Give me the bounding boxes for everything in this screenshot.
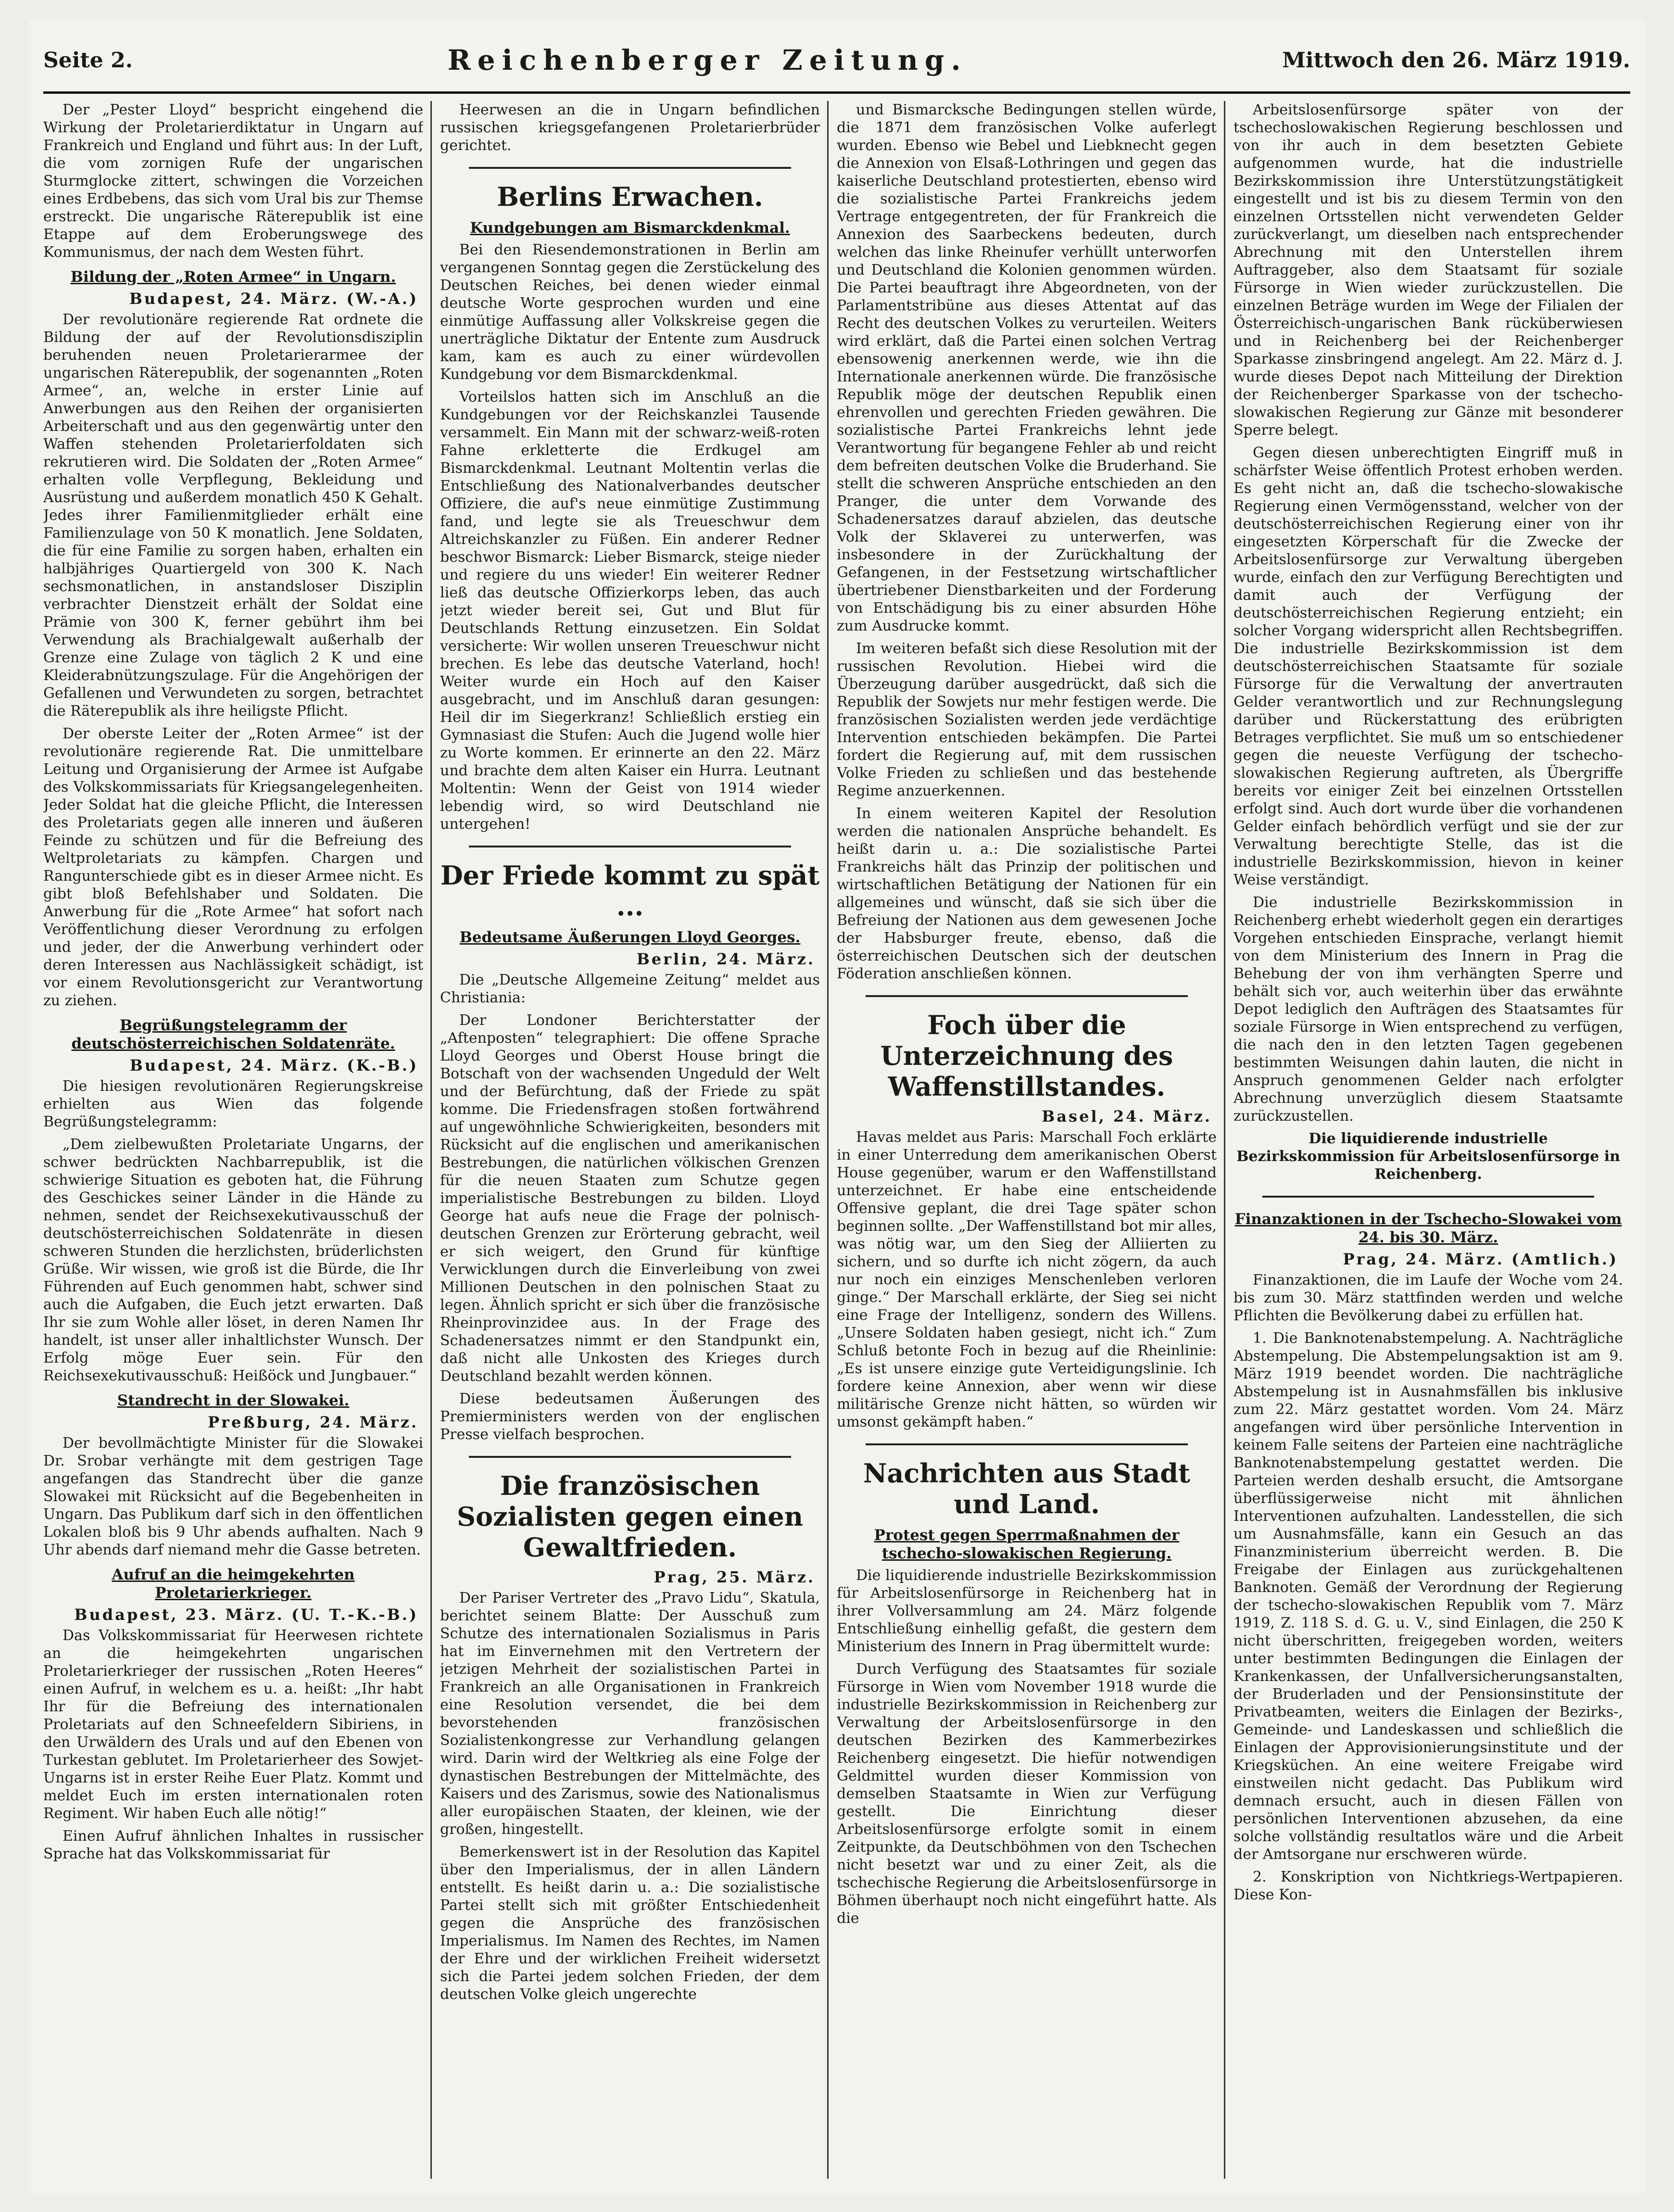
dateline: Budapest, 24. März. (K.-B.): [129, 1056, 418, 1074]
article-paragraph: Der „Pester Lloyd“ bespricht eingehend die Wirkung der Proletarierdiktatur in Ungarn auf Frankreich und England und führt aus: In der Luft, die vom zornigen Rufe der ungarischen Sturmglocke zittert, schwingen die Vorzeichen eines Erdbebens, das sich vom Ural bis zur Themse erstreckt. Die ungarische Räterepublik ist eine Etappe auf dem Eroberungswege des Kommunismus, der nach dem Westen führt.: [43, 101, 423, 261]
article-headline: Die französischen Sozialisten gegen einen Gewaltfrieden.: [456, 1470, 803, 1563]
article-paragraph: Diese bedeutsamen Äußerungen des Premierministers werden von der englischen Presse vielfach besprochen.: [440, 1390, 820, 1443]
masthead: [43, 29, 1630, 94]
article-paragraph: Der oberste Leiter der „Roten Armee“ ist der revolutionäre regierende Rat. Die unmittelbare Leitung und Organisierung der Armee ist Aufgabe des Volkskommissariats für Kriegsangelegenheiten. Jeder Soldat hat die gleiche Pflicht, die Interessen des Proletariats gegen alle inneren und äußeren Feinde zu schützen und für die Befreiung des Weltproletariats zu kämpfen. Chargen und Rangunterschiede gibt es in dieser Armee nicht. Es gibt bloß Befehlshaber und Soldaten. Die Anwerbung für die „Rote Armee“ hat sofort nach Veröffentlichung dieser Verordnung zu erfolgen und jeder, der die Anwerbung verhindert oder deren Interessen aus Nachlässigkeit schädigt, ist vor einem Revolutionsgericht zur Verantwortung zu ziehen.: [43, 725, 423, 1009]
page-number: Seite 2.: [43, 48, 133, 73]
article-headline: Foch über die Unterzeichnung des Waffenstillstandes.: [880, 1010, 1173, 1102]
article-subheadline: Bedeutsame Äußerungen Lloyd Georges.: [459, 929, 801, 946]
section-divider: [866, 995, 1188, 997]
article-paragraph: 1. Die Banknotenabstempelung. A. Nachträgliche Abstempelung. Die Abstempelungsaktion ist am 9. März 1919 beendet worden. Die nachträgliche Abstempelung ist in Ausnahmsfällen bis inklusive zum 22. März gestattet worden. Vom 24. März angefangen wird über persönliche Intervention in keinem Falle seitens der Parteien eine nachträgliche Banknotenabstempelung gestattet werden. Die Parteien werden deshalb ersucht, die Amtsorgane überflüssigerweise nicht mit ähnlichen Interventionen aufzuhalten. Landesstellen, die sich um Ausnahmsfälle, kann ein Gesuch an das Finanzministerium überreicht werden. B. Die Freigabe der Einlagen aus zurückgehaltenen Banknoten. Gemäß der Verordnung der Regierung der tschecho-slowakischen Republik vom 7. März 1919, Z. 118 S. d. G. u. V., sind Einlagen, die 250 K nicht überschritten, freigegeben worden, weiters unter bestimmten Bedingungen die Einlagen der Krankenkassen, der Unfallversicherungsanstalten, der Bruderladen und der Pensionsinstitute der Privatbeamten, weiters die Einlagen der Bezirks-, Gemeinde- und Landeskassen und schließlich die Einlagen der Approvisionierungsinstitute und der Kriegsküchen. An eine weitere Freigabe wird einstweilen nicht gedacht. Das Publikum wird demnach ersucht, auch in diesen Fällen von persönlichen Interventionen abzusehen, da eine solche vollständig resultatlos wäre und die Arbeit der Amtsorgane nur erschweren würde.: [1233, 1330, 1623, 1863]
article-paragraph: „Dem zielbewußten Proletariate Ungarns, der schwer bedrückten Nachbarrepublik, ist die schwierige Situation es geboten hat, die Führung des Geschickes seiner Länder in die Hände zu nehmen, sendet der Reichsexekutivausschuß der deutschösterreichischen Soldatenräte in diesen schweren Stunden die herzlichsten, brüderlichsten Grüße. Wir wissen, wie groß ist die Bürde, die Ihr Führenden auf Euch genommen habt, schwer sind auch die Aufgaben, die Euch jetzt erwarten. Daß Ihr sie zum Wohle aller löset, in deren Namen Ihr handelt, ist unser aller inhaltlichster Wunsch. Der Erfolg möge Euer sein. Für den Reichsexekutivausschuß: Heißöck und Jungbauer.“: [43, 1136, 423, 1384]
article-headline: Berlins Erwachen.: [497, 181, 763, 212]
column-rule: [430, 101, 432, 2179]
article-headline: Aufruf an die heimgekehrten Proletarierkrieger.: [112, 1566, 355, 1602]
dateline: Prag, 24. März. (Amtlich.): [1343, 1250, 1618, 1268]
article-paragraph: Durch Verfügung des Staatsamtes für soziale Fürsorge in Wien vom November 1918 wurde die industrielle Bezirkskommission in Reichenberg zur Verwaltung der Arbeitslosenfürsorge in den deutschen Bezirken des Kammerbezirkes Reichenberg eingesetzt. Die hiefür notwendigen Geldmittel wurden dieser Kommission von demselben Staatsamte in Wien zur Verfügung gestellt. Die Einrichtung dieser Arbeitslosenfürsorge erfolgte somit in einem Zeitpunkte, da Deutschböhmen von den Tschechen nicht besetzt war und zu einer Zeit, als die tschechische Regierung die Arbeitslosenfürsorge in Böhmen überhaupt noch nicht eingeführt hatte. Als die: [837, 1661, 1217, 1927]
article-paragraph: und Bismarcksche Bedingungen stellen würde, die 1871 dem französischen Volke auferlegt wurden. Ebenso wie Bebel und Liebknecht gegen die Annexion von Elsaß-Lothringen und gegen das kaiserliche Deutschland protestierten, ebenso wird die sozialistische Partei Frankreichs jedem Vertrage entgegentreten, der für Frankreich die Annexion des Saarbeckens bedeuten, durch welchen das linke Rheinufer verhüllt unterworfen und Deutschland die Kolonien genommen würden. Die Partei beauftragt ihre Abgeordneten, von der Parlamentstribüne aus dieses Attentat auf das Recht des deutschen Volkes zu verurteilen. Weiters wird erklärt, daß die Partei einen solchen Vertrag ebensowenig anerkennen werde, wie ihn die Internationale anerkennen würde. Die französische Republik möge der deutschen Republik einen ehrenvollen und gerechten Frieden gewähren. Die sozialistische Partei Frankreichs lehnt jede Verantwortung für begangene Fehler ab und reicht dem befreiten deutschen Volke die Bruderhand. Sie stellt die schweren Ansprüche entschieden an den Pranger, die unter dem Vorwande des Schadenersatzes darauf abzielen, das deutsche Volk der Sklaverei zu unterwerfen, was insbesondere in der Zurückhaltung der Gefangenen, in der Festsetzung wirtschaftlicher übertriebener Dienstbarkeiten und der Forderung von Entschädigung bis zu einer absurden Höhe zum Ausdrucke kommt.: [837, 101, 1217, 634]
article-paragraph: Das Volkskommissariat für Heerwesen richtete an die heimgekehrten ungarischen Proletarierkrieger der russischen „Roten Heeres“ einen Aufruf, in welchem es u. a. heißt: „Ihr habt Ihr für die Befreiung des internationalen Proletariats auf den Schneefeldern Sibiriens, in den Urwäldern des Urals und auf den Ebenen von Turkestan geblutet. Im Proletarierheer des Sowjet-Ungarns ist in erster Reihe Euer Platz. Kommt und meldet Euch im ersten internationalen roten Regiment. Wir haben Euch alle nötig!“: [43, 1627, 423, 1822]
article-paragraph: Die „Deutsche Allgemeine Zeitung“ meldet aus Christiania:: [440, 972, 820, 1006]
dateline: Budapest, 24. März. (W.-A.): [129, 290, 418, 308]
article-headline: Standrecht in der Slowakei.: [117, 1392, 350, 1409]
article-headline: Bildung der „Roten Armee“ in Ungarn.: [70, 268, 396, 286]
article-paragraph: Die hiesigen revolutionären Regierungskreise erhielten aus Wien das folgende Begrüßungstelegramm:: [43, 1078, 423, 1130]
article-paragraph: Im weiteren befaßt sich diese Resolution mit der russischen Revolution. Hiebei wird die Überzeugung darüber ausgedrückt, daß sich die Republik der Sowjets nur mehr festigen werde. Die französischen Sozialisten werden jede verdächtige Intervention entschieden bekämpfen. Die Partei fordert die Regierung auf, mit dem russischen Volke Frieden zu schließen und das bestehende Regime anzuerkennen.: [837, 640, 1217, 799]
article-paragraph: Der revolutionäre regierende Rat ordnete die Bildung der auf der Revolutionsdisziplin beruhenden neuen Proletarierarmee der ungarischen Räterepublik, der sogenannten „Roten Armee“, an, welche in erster Linie auf Anwerbungen aus den Reihen der organisierten Arbeiterschaft und aus den gegenwärtig unter den Waffen stehenden Proletarierfoldaten sich rekrutieren wird. Die Soldaten der „Roten Armee“ erhalten volle Verpflegung, Bekleidung und Ausrüstung und außerdem monatlich 450 K Gehalt. Jedes ihrer Familienmitglieder erhält eine Familienzulage von 50 K monatlich. Jene Soldaten, die für eine Familie zu sorgen haben, erhalten ein halbjähriges Quartiergeld von 300 K. Nach sechsmonatlichen, in anstandsloser Disziplin verbrachter Dienstzeit erhält der Soldat eine Prämie von 300 K, ferner gebührt ihm bei Verwendung als Brachialgewalt außerhalb der Grenze eine Zulage von täglich 2 K und eine Kleiderabnützungszulage. Für die Angehörigen der Gefallenen und Verwundeten zu sorgen, betrachtet die Räterepublik als ihre heiligste Pflicht.: [43, 311, 423, 720]
article-paragraph: Finanzaktionen, die im Laufe der Woche vom 24. bis zum 30. März stattfinden werden und welche Pflichten die Bevölkerung dabei zu erfüllen hat.: [1233, 1272, 1623, 1324]
section-divider: [469, 846, 791, 847]
newspaper-title: Reichenberger Zeitung.: [447, 44, 968, 76]
article-headline: Finanzaktionen in der Tschecho-Slowakei vom 24. bis 30. März.: [1234, 1211, 1622, 1246]
dateline: Basel, 24. März.: [1042, 1107, 1212, 1125]
article-headline: Nachrichten aus Stadt und Land.: [863, 1458, 1191, 1519]
article-paragraph: Der Pariser Vertreter des „Pravo Lidu“, Skatula, berichtet seinem Blatte: Der Ausschuß zum Schutze des internationalen Sozialismus in Paris hat im Einvernehmen mit den Vertretern der jetzigen Mehrheit der sozialistischen Partei in Frankreich an alle Organisationen in Frankreich eine Resolution versendet, die bei dem bevorstehenden französischen Sozialistenkongresse zur Verhandlung gelangen wird. Darin wird der Weltkrieg als eine Folge der dynastischen Bestrebungen der Mittelmächte, des Kaisers und des Zarismus, sowie des Nationalismus aller europäischen Staaten, der kleinen, wie der großen, hingestellt.: [440, 1590, 820, 1838]
article-paragraph: Die liquidierende industrielle Bezirkskommission für Arbeitslosenfürsorge in Reichenberg hat in ihrer Vollversammlung am 24. März folgende Entschließung einhellig gefaßt, die gestern dem Ministerium des Innern in Prag übermittelt wurde:: [837, 1567, 1217, 1655]
dateline: Berlin, 24. März.: [636, 950, 815, 968]
article-paragraph: Der bevollmächtigte Minister für die Slowakei Dr. Srobar verhängte mit dem gestrigen Tage angefangen das Standrecht über die ganze Slowakei mit Rücksicht auf die Begebenheiten in Ungarn. Das Publikum darf sich in den öffentlichen Lokalen bloß bis 9 Uhr abends aufhalten. Nach 9 Uhr abends darf niemand mehr die Gasse betreten.: [43, 1435, 423, 1558]
newspaper-page: [29, 19, 1645, 2193]
column-rule: [827, 101, 829, 2179]
column-rule: [1224, 101, 1225, 2179]
signature-block: Die liquidierende industrielle Bezirkskommission für Arbeitslosenfürsorge in Reichenberg.: [1236, 1130, 1620, 1183]
article-paragraph: Vorteilslos hatten sich im Anschluß an die Kundgebungen vor der Reichskanzlei Tausende versammelt. Ein Mann mit der schwarz-weiß-roten Fahne erkletterte die Erdkugel am Bismarckdenkmal. Leutnant Moltentin verlas die Entschließung des Nationalverbandes deutscher Offiziere, die auf's neue einmütige Zustimmung fand, und legte sie als Treueschwur dem Altreichskanzler zu Füßen. Ein anderer Redner beschwor Bismarck: Lieber Bismarck, steige nieder und regiere du uns wieder! Ein weiterer Redner ließ das deutsche Offizierkorps leben, das auch jetzt wieder bereit sei, Gut und Blut für Deutschlands Rettung einzusetzen. Ein Soldat versicherte: Wir wollen unseren Treueschwur nicht brechen. Es lebe das deutsche Vaterland, hoch! Weiter wurde ein Hoch auf den Kaiser ausgebracht, und im Anschluß daran gesungen: Heil dir im Siegerkranz! Schließlich erstieg ein Gymnasiast die Stufen: Auch die Jugend wolle hier zu Worte kommen. Er erinnerte an den 22. März und brachte dem alten Kaiser ein Hurra. Leutnant Moltentin: Wenn der Geist von 1914 wieder lebendig wird, so wird Deutschland nie untergehen!: [440, 389, 820, 833]
article-paragraph: Die industrielle Bezirkskommission in Reichenberg erhebt wiederholt gegen ein derartiges Vorgehen entschieden Einsprache, verlangt hiemit von dem Ministerium des Innern in Prag die Behebung der von ihm verhängten Sperre und behält sich vor, auch weiterhin über das erwähnte Depot lediglich den Aufträgen des Staatsamtes für soziale Fürsorge in Wien entsprechend zu verfügen, die nach den in den letzten Tagen gegebenen bestimmten Weisungen dahin lauten, die nicht in Anspruch genommenen Gelder nach erfolgter Abrechnung unverzüglich diesem Staatsamte zurückzustellen.: [1233, 894, 1623, 1125]
article-paragraph: Arbeitslosenfürsorge später von der tschechoslowakischen Regierung beschlossen und von ihr auch in dem besetzten Gebiete aufgenommen wurde, hat die industrielle Bezirkskommission ihre Unterstützungstätigkeit eingestellt und ist bis zu diesem Termin von den einzelnen Ortsstellen nicht verwendeten Gelder zurückverlangt, um dieselben nach entsprechender Abrechnung mit den Unterstellen ihrem Auftraggeber, also dem Staatsamt für soziale Fürsorge in Wien wieder zurückzustellen. Die einzelnen Beträge wurden im Wege der Filialen der Österreichisch-ungarischen Bank rücküberwiesen und in Reichenberg bei der Reichenberger Sparkasse zinsbringend angelegt. Am 22. März d. J. wurde dieses Depot nach Mitteilung der Direktion der Reichenberger Sparkasse von der tschecho-slowakischen Regierung zur Gänze mit besonderer Sperre belegt.: [1233, 101, 1623, 439]
article-subheadline: Protest gegen Sperrmaßnahmen der tschecho-slowakischen Regierung.: [874, 1527, 1180, 1562]
article-headline: Begrüßungstelegramm der deutschösterreichischen Soldatenräte.: [71, 1017, 395, 1052]
article-paragraph: In einem weiteren Kapitel der Resolution werden die nationalen Ansprüche behandelt. Es heißt darin u. a.: Die sozialistische Partei Frankreichs hält das Prinzip der politischen und wirtschaftlichen Betätigung der Nationen für ein allgemeines und wünscht, daß sie sich über die Befreiung der Nationen aus dem gewesenen Joche der Habsburger freute, ebenso, daß die österreichischen Deutschen sich der deutschen Föderation anschließen können.: [837, 805, 1217, 982]
article-subheadline: Kundgebungen am Bismarckdenkmal.: [470, 219, 790, 237]
section-divider: [1262, 1196, 1594, 1198]
column-4: [1233, 101, 1623, 2179]
section-divider: [469, 1456, 791, 1458]
column-3: [837, 101, 1217, 2179]
article-paragraph: Bemerkenswert ist in der Resolution das Kapitel über den Imperialismus, der in allen Ländern entstellt. Es heißt darin u. a.: Die sozialistische Partei stellt sich mit größter Entschiedenheit gegen die Ansprüche des französischen Imperialismus. Im Namen des Rechtes, im Namen der Ehre und der wirklichen Freiheit widersetzt sich die Partei jedem solchen Frieden, der dem deutschen Volke gleich ungerechte: [440, 1844, 820, 2003]
dateline: Preßburg, 24. März.: [208, 1413, 418, 1431]
article-paragraph: Einen Aufruf ähnlichen Inhaltes in russischer Sprache hat das Volkskommissariat für: [43, 1828, 423, 1862]
section-divider: [866, 1443, 1188, 1445]
article-paragraph: 2. Konskription von Nichtkriegs-Wertpapieren. Diese Kon-: [1233, 1869, 1623, 1903]
article-paragraph: Heerwesen an die in Ungarn befindlichen russischen kriegsgefangenen Proletarierbrüder gerichtet.: [440, 101, 820, 154]
article-paragraph: Der Londoner Berichterstatter der „Aftenposten“ telegraphiert: Die offene Sprache Lloyd Georges und Oberst House bringt die Botschaft von der wachsenden Ungeduld der Welt und der Befürchtung, daß der Friede zu spät komme. Die Friedensfragen stoßen fortwährend auf ungewöhnliche Schwierigkeiten, besonders mit Rücksicht auf die englischen und amerikanischen Bestrebungen, die natürlichen völkischen Grenzen für die neuen Staaten zum Schutze gegen imperialistische Bestrebungen zu bilden. Lloyd George hat aufs neue die Frage der polnisch-deutschen Grenzen zur Erörterung gebracht, weil er sich weigert, den Grund für künftige Verwicklungen durch die Einverleibung von zwei Millionen Deutschen in den polnischen Staat zu legen. Ähnlich spricht er sich über die französische Rheinprovinzidee aus. In der Frage des Schadenersatzes nimmt er den Standpunkt ein, daß nicht alle Unkosten des Krieges durch Deutschland bezahlt werden können.: [440, 1012, 820, 1385]
dateline: Budapest, 23. März. (U. T.-K.-B.): [74, 1605, 418, 1624]
article-headline: Der Friede kommt zu spät ...: [440, 860, 820, 922]
issue-date: Mittwoch den 26. März 1919.: [1282, 48, 1630, 73]
article-paragraph: Gegen diesen unberechtigten Eingriff muß in schärfster Weise öffentlich Protest erhoben werden. Es geht nicht an, daß die tschecho-slowakische Regierung einen Vermögensstand, welcher von der deutschösterreichischen Regierung einer von ihr eingesetzten Körperschaft für die Zwecke der Arbeitslosenfürsorge zur Verwaltung übergeben wurde, einfach den zur Verfügung Berechtigten und damit auch der Verfügung der deutschösterreichischen Regierung entzieht; ein solcher Vorgang widerspricht allen Rechtsbegriffen. Die industrielle Bezirkskommission ist dem deutschösterreichischen Staatsamte für soziale Fürsorge für die Verwaltung der anvertrauten Gelder verantwortlich und zur Rechnungslegung darüber und Rückerstattung des erübrigten Betrages verpflichtet. Sie muß um so entschiedener gegen die neueste Verfügung der tschecho-slowakischen Regierung auftreten, als Übergriffe bereits vor einiger Zeit bei einzelnen Ortsstellen erfolgt sind. Auch dort wurde über die vorhandenen Gelder einfach behördlich verfügt und sie der zur Verwaltung berechtigte Stelle, das ist die industrielle Bezirkskommission, hievon in keiner Weise verständigt.: [1233, 444, 1623, 888]
column-2: [440, 101, 820, 2179]
article-paragraph: Bei den Riesendemonstrationen in Berlin am vergangenen Sonntag gegen die Zerstückelung des Deutschen Reiches, bei denen wieder einmal deutsche Worte gesprochen wurden und eine einmütige Auffassung aller Volkskreise gegen die unerträgliche Diktatur der Entente zum Ausdruck kam, kam es auch zu einer würdevollen Kundgebung vor dem Bismarckdenkmal.: [440, 241, 820, 383]
column-1: [43, 101, 423, 2179]
section-divider: [469, 167, 791, 169]
dateline: Prag, 25. März.: [654, 1568, 815, 1586]
article-paragraph: Havas meldet aus Paris: Marschall Foch erklärte in einer Unterredung dem amerikanischen Oberst House gegenüber, warum er den Waffenstillstand unterzeichnet. Er habe eine entscheidende Offensive geplant, die drei Tage später schon beginnen sollte. „Der Waffenstillstand bot mir alles, was nötig war, um den Sieg der Alliierten zu sichern, und so durfte ich nicht zögern, da auch nur noch ein einziges Menschenleben verloren ginge.“ Der Marschall erklärte, der Sieg sei nicht eine Frage der Intelligenz, sondern des Willens. „Unsere Soldaten haben gesiegt, nicht ich.“ Zum Schluß betonte Foch in bezug auf die Rheinlinie: „Es ist unsere einzige gute Verteidigungslinie. Ich fordere keine Annexion, aber wenn wir diese militärische Grenze nicht hätten, so würden wir umsonst gekämpft haben.“: [837, 1129, 1217, 1430]
